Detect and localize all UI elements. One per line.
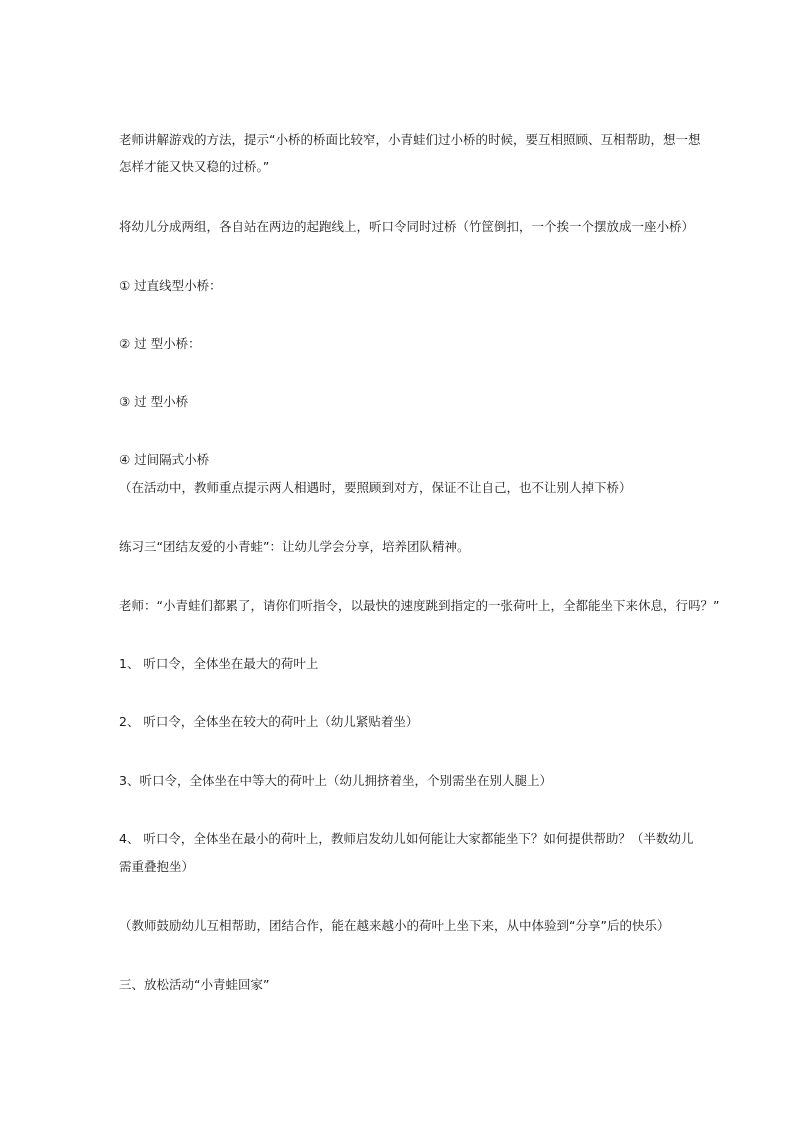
text-line-grouping: 将幼儿分成两组，各自站在两边的起跑线上，听口令同时过桥（竹筐倒扣，一个挨一个摆放成一座小桥） (119, 219, 695, 234)
section-heading-relax: 三、放松活动“小青蛙回家” (119, 977, 270, 992)
text-line-bridge-3: ③ 过 型小桥 (119, 394, 189, 409)
text-line-method-intro: 老师讲解游戏的方法，提示“小桥的桥面比较窄，小青蛙们过小桥的时候，要互相照顾、互相帮助，想一想 (119, 132, 701, 147)
text-line-bridge-1: ① 过直线型小桥： (119, 278, 222, 293)
text-line-step-3: 3、听口令，全体坐在中等大的荷叶上（幼儿拥挤着坐，个别需坐在别人腿上） (119, 773, 552, 788)
text-line-teacher-instruction: 老师：“小青蛙们都累了，请你们听指令，以最快的速度跳到指定的一张荷叶上，全都能坐下来休息，行吗？” (119, 598, 720, 613)
text-line-step-1: 1、 听口令，全体坐在最大的荷叶上 (119, 656, 319, 671)
text-line-step-4: 4、 听口令，全体坐在最小的荷叶上，教师启发幼儿如何能让大家都能坐下？如何提供帮助？（半数幼儿 (119, 831, 694, 846)
text-line-step-4-cont: 需重叠抱坐） (119, 859, 195, 874)
text-line-teacher-encourage: （教师鼓励幼儿互相帮助，团结合作，能在越来越小的荷叶上坐下来，从中体验到“分享”后的快乐） (119, 918, 670, 933)
text-line-method-intro-cont: 怎样才能又快又稳的过桥。” (119, 159, 270, 174)
text-line-bridge-2: ② 过 型小桥： (119, 336, 201, 351)
text-line-bridge-note: （在活动中，教师重点提示两人相遇时，要照顾到对方，保证不让自己，也不让别人掉下桥） (119, 480, 632, 495)
text-line-exercise-3: 练习三“团结友爱的小青蛙”：让幼儿学会分享，培养团队精神。 (119, 539, 470, 554)
text-line-step-2: 2、 听口令，全体坐在较大的荷叶上（幼儿紧贴着坐） (119, 714, 419, 729)
text-line-bridge-4: ④ 过间隔式小桥 (119, 452, 210, 467)
